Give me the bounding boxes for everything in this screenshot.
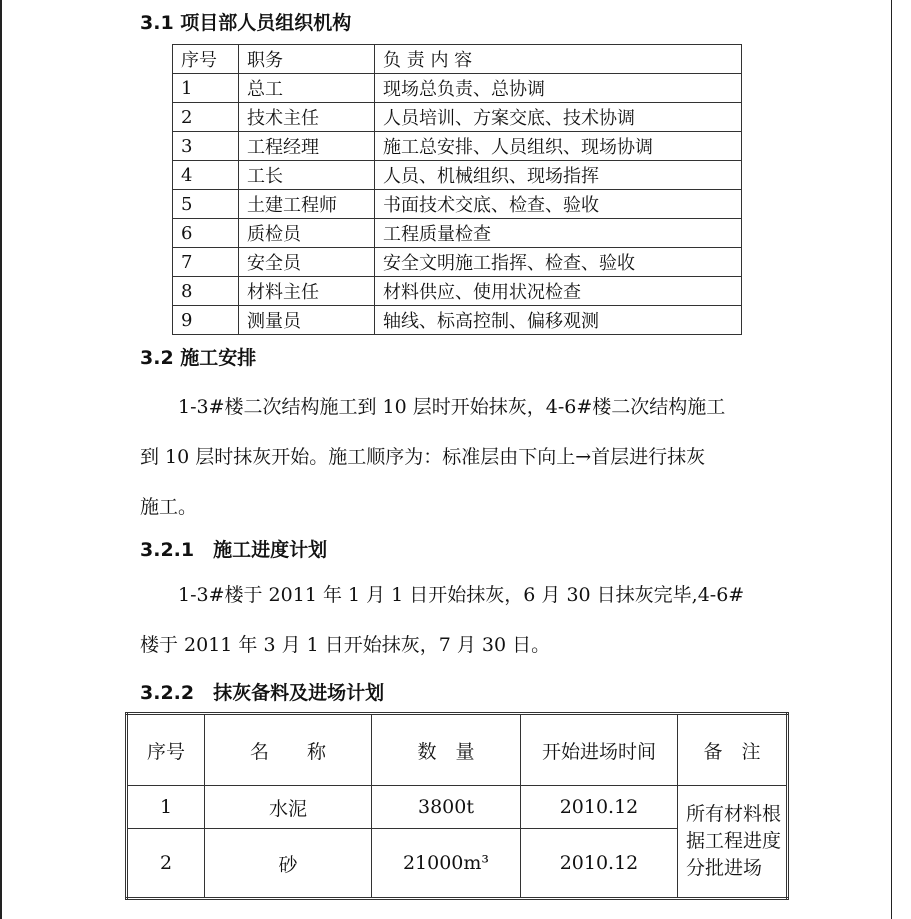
table-row xyxy=(173,74,742,103)
table-cell: 2 xyxy=(127,829,205,899)
table-cell: 6 xyxy=(173,219,239,248)
section-3-2-1-paragraph xyxy=(140,570,780,670)
table-cell: 土建工程师 xyxy=(239,190,375,219)
table-cell: 工长 xyxy=(239,161,375,190)
header-cell: 序号 xyxy=(127,714,205,786)
table-cell: 施工总安排、人员组织、现场协调 xyxy=(375,132,742,161)
table-row xyxy=(127,786,788,829)
header-cell: 序号 xyxy=(173,45,239,74)
section-3-2-heading: 3.2 施工安排 xyxy=(140,347,257,369)
section-3-2-2-heading: 3.2.2 抹灰备料及进场计划 xyxy=(140,682,385,704)
header-cell: 数 量 xyxy=(372,714,521,786)
table-cell: 工程经理 xyxy=(239,132,375,161)
table-cell: 人员、机械组织、现场指挥 xyxy=(375,161,742,190)
header-cell: 职务 xyxy=(239,45,375,74)
table-cell: 测量员 xyxy=(239,306,375,335)
table-cell: 工程质量检查 xyxy=(375,219,742,248)
table-row xyxy=(173,103,742,132)
table-cell: 轴线、标高控制、偏移观测 xyxy=(375,306,742,335)
paragraph-line: 施工。 xyxy=(140,496,198,518)
table-header-row xyxy=(173,45,742,74)
section-3-1-heading: 3.1 项目部人员组织机构 xyxy=(140,12,352,34)
table-cell: 3800t xyxy=(372,786,521,829)
section-3-2-1-heading: 3.2.1 施工进度计划 xyxy=(140,539,328,561)
page-right-border xyxy=(891,0,892,919)
table-cell: 技术主任 xyxy=(239,103,375,132)
table-cell: 砂 xyxy=(205,829,372,899)
table-cell: 2 xyxy=(173,103,239,132)
table-cell: 3 xyxy=(173,132,239,161)
table-cell: 1 xyxy=(173,74,239,103)
table-cell: 2010.12 xyxy=(521,829,678,899)
table-cell: 9 xyxy=(173,306,239,335)
table-cell: 人员培训、方案交底、技术协调 xyxy=(375,103,742,132)
table-header-row xyxy=(127,714,788,786)
table-cell: 材料供应、使用状况检查 xyxy=(375,277,742,306)
table-cell: 材料主任 xyxy=(239,277,375,306)
table-row xyxy=(173,306,742,335)
paragraph-line: 1-3#楼于 2011 年 1 月 1 日开始抹灰，6 月 30 日抹灰完毕,4-6# xyxy=(140,584,745,606)
table-row xyxy=(173,277,742,306)
paragraph-line: 楼于 2011 年 3 月 1 日开始抹灰，7 月 30 日。 xyxy=(140,634,551,656)
section-3-2-paragraph xyxy=(140,382,780,532)
material-plan-table xyxy=(125,712,789,900)
table-row xyxy=(173,190,742,219)
table-cell: 21000m³ xyxy=(372,829,521,899)
table-cell: 安全文明施工指挥、检查、验收 xyxy=(375,248,742,277)
table-row xyxy=(173,248,742,277)
table-cell: 2010.12 xyxy=(521,786,678,829)
table-cell: 1 xyxy=(127,786,205,829)
paragraph-line: 1-3#楼二次结构施工到 10 层时开始抹灰，4-6#楼二次结构施工 xyxy=(140,396,726,418)
table-row xyxy=(173,132,742,161)
table-cell: 8 xyxy=(173,277,239,306)
header-cell: 开始进场时间 xyxy=(521,714,678,786)
table-row xyxy=(173,161,742,190)
table-row xyxy=(173,219,742,248)
header-cell: 负 责 内 容 xyxy=(375,45,742,74)
table-cell: 总工 xyxy=(239,74,375,103)
header-cell: 名 称 xyxy=(205,714,372,786)
table-cell: 现场总负责、总协调 xyxy=(375,74,742,103)
table-cell: 5 xyxy=(173,190,239,219)
header-cell: 备 注 xyxy=(678,714,788,786)
page-left-border xyxy=(0,0,2,919)
table-cell: 4 xyxy=(173,161,239,190)
table-cell: 7 xyxy=(173,248,239,277)
paragraph-line: 到 10 层时抹灰开始。施工顺序为：标准层由下向上→首层进行抹灰 xyxy=(140,446,706,468)
table-cell: 质检员 xyxy=(239,219,375,248)
table-cell: 安全员 xyxy=(239,248,375,277)
table-cell: 书面技术交底、检查、验收 xyxy=(375,190,742,219)
remark-cell: 所有材料根据工程进度分批进场 xyxy=(678,786,788,899)
table-cell: 水泥 xyxy=(205,786,372,829)
staff-organization-table xyxy=(172,44,742,335)
